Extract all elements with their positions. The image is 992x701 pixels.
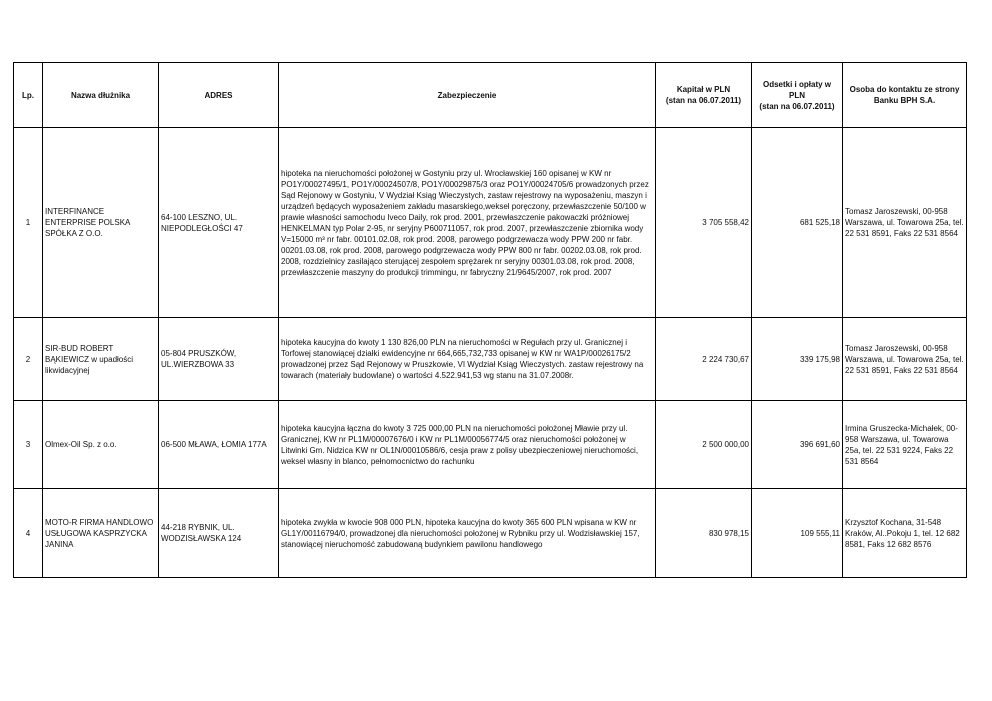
cell-name: Olmex-Oil Sp. z o.o. xyxy=(43,401,159,489)
cell-lp: 4 xyxy=(14,489,43,578)
cell-contact: Irmina Gruszecka-Michałek, 00-958 Warszawa, ul. Towarowa 25a, tel. 22 531 9224, Faks 22 531 8564 xyxy=(843,401,967,489)
cell-lp: 3 xyxy=(14,401,43,489)
cell-capital: 830 978,15 xyxy=(656,489,752,578)
cell-capital: 2 224 730,67 xyxy=(656,318,752,401)
header-capital-line2: (stan na 06.07.2011) xyxy=(665,96,742,105)
table-row xyxy=(14,128,967,318)
cell-contact: Krzysztof Kochana, 31-548 Kraków, Al..Pokoju 1, tel. 12 682 8581, Faks 12 682 8576 xyxy=(843,489,967,578)
header-contact-line1: Osoba do kontaktu ze strony xyxy=(849,85,960,94)
header-capital xyxy=(656,63,752,128)
cell-name: MOTO-R FIRMA HANDLOWO USŁUGOWA KASPRZYCKA JANINA xyxy=(43,489,159,578)
cell-capital: 3 705 558,42 xyxy=(656,128,752,318)
cell-lp: 2 xyxy=(14,318,43,401)
cell-interest: 339 175,98 xyxy=(752,318,843,401)
cell-lp: 1 xyxy=(14,128,43,318)
header-contact xyxy=(843,63,967,128)
cell-name: INTERFINANCE ENTERPRISE POLSKA SPÓŁKA Z O.O. xyxy=(43,128,159,318)
header-name: Nazwa dłużnika xyxy=(43,63,159,128)
cell-interest: 109 555,11 xyxy=(752,489,843,578)
cell-contact: Tomasz Jaroszewski, 00-958 Warszawa, ul. Towarowa 25a, tel. 22 531 8591, Faks 22 531 8564 xyxy=(843,128,967,318)
header-lp: Lp. xyxy=(14,63,43,128)
cell-security: hipoteka na nieruchomości położonej w Gostyniu przy ul. Wrocławskiej 160 opisanej w KW nr PO1Y/00027495/1, PO1Y/00024507/8, PO1Y/00029875/3 oraz PO1Y/00024705/6 prowadzonych przez Sąd Rejonowy w Gostyniu, V Wydział Ksiąg Wieczystych, zastaw rejestrowy na wyposażeniu, maszyn i urządzeń będących wyposażeniem zakładu masarskiego,weksel poręczony, przewłaszczenie 50/100 w prawie własności samochodu Iveco Daily, rok prod. 2001, przewłaszczenie pakowaczki próżniowej HENKELMAN typ Polar 2-95, nr seryjny P600711057, rok prod. 2007, przewłaszczenie zbiornika wody V=15000 m³ nr fabr. 00101.02.08, rok prod. 2008, parowego podgrzewacza wody PPW 200 nr fabr. 00201.03.08, rok prod. 2008, parowego podgrzewacza wody PPW 800 nr fabr. 00202.03.08, rok prod. 2008, rozdzielnicy zasilająco sterującej zespołem sprężarek nr seryjny 00301.03.08, rok prod. 2008, przewłaszczenie maszyny do produkcji trimmingu, nr fabryczny 21/9645/2007, rok prod. 2007 xyxy=(279,128,656,318)
cell-security: hipoteka kaucyjna łączna do kwoty 3 725 000,00 PLN na nieruchomości położonej Mławie przy ul. Granicznej, KW nr PL1M/00007676/0 i KW nr PL1M/00056774/5 oraz nieruchomości położonej w Litwinki Gm. Nidzica KW nr OL1N/00010586/6, cesja praw z polisy ubezpieczeniowej nieruchomości, weksel własny in blanco, pełnomocnictwo do rachunku xyxy=(279,401,656,489)
cell-address: 05-804 PRUSZKÓW, UL.WIERZBOWA 33 xyxy=(159,318,279,401)
header-interest xyxy=(752,63,843,128)
header-address: ADRES xyxy=(159,63,279,128)
cell-security: hipoteka zwykła w kwocie 908 000 PLN, hipoteka kaucyjna do kwoty 365 600 PLN wpisana w KW nr GL1Y/00116794/0, prowadzonej dla nieruchomości położonej w Rybniku przy ul. Wodzisławskiej 157, stanowiącej nieruchomość zabudowaną budynkiem pawilonu handlowego xyxy=(279,489,656,578)
table-row xyxy=(14,401,967,489)
header-interest-line2: (stan na 06.07.2011) xyxy=(759,101,835,111)
cell-contact: Tomasz Jaroszewski, 00-958 Warszawa, ul. Towarowa 25a, tel. 22 531 8591, Faks 22 531 8564 xyxy=(843,318,967,401)
debtors-table xyxy=(13,62,967,578)
cell-interest: 681 525,18 xyxy=(752,128,843,318)
cell-address: 64-100 LESZNO, UL. NIEPODLEGŁOŚCI 47 xyxy=(159,128,279,318)
cell-capital: 2 500 000,00 xyxy=(656,401,752,489)
cell-interest: 396 691,60 xyxy=(752,401,843,489)
header-capital-line1: Kapitał w PLN xyxy=(676,85,731,94)
cell-name: SIR-BUD ROBERT BĄKIEWICZ w upadłości likwidacyjnej xyxy=(43,318,159,401)
cell-address: 06-500 MŁAWA, ŁOMIA 177A xyxy=(159,401,279,489)
header-security: Zabezpieczenie xyxy=(279,63,656,128)
header-interest-line1: Odsetki i opłaty w PLN xyxy=(762,79,831,100)
cell-address: 44-218 RYBNIK, UL. WODZISŁAWSKA 124 xyxy=(159,489,279,578)
header-contact-line2: Banku BPH S.A. xyxy=(873,96,936,105)
header-row xyxy=(14,63,967,128)
table-row xyxy=(14,318,967,401)
table-row xyxy=(14,489,967,578)
cell-security: hipoteka kaucyjna do kwoty 1 130 826,00 PLN na nieruchomości w Regułach przy ul. Granicznej i Torfowej stanowiącej działki ewidencyjne nr 664,665,732,733 opisanej w KW nr WA1P/00026175/2 prowadzonej przez Sąd Rejonowy w Pruszkowie, VI Wydział Ksiąg Wieczystych. zastaw rejestrowy na towarach (materiały budowlane) o wartości 4.522.941,53 wg stanu na 31.07.2008r. xyxy=(279,318,656,401)
